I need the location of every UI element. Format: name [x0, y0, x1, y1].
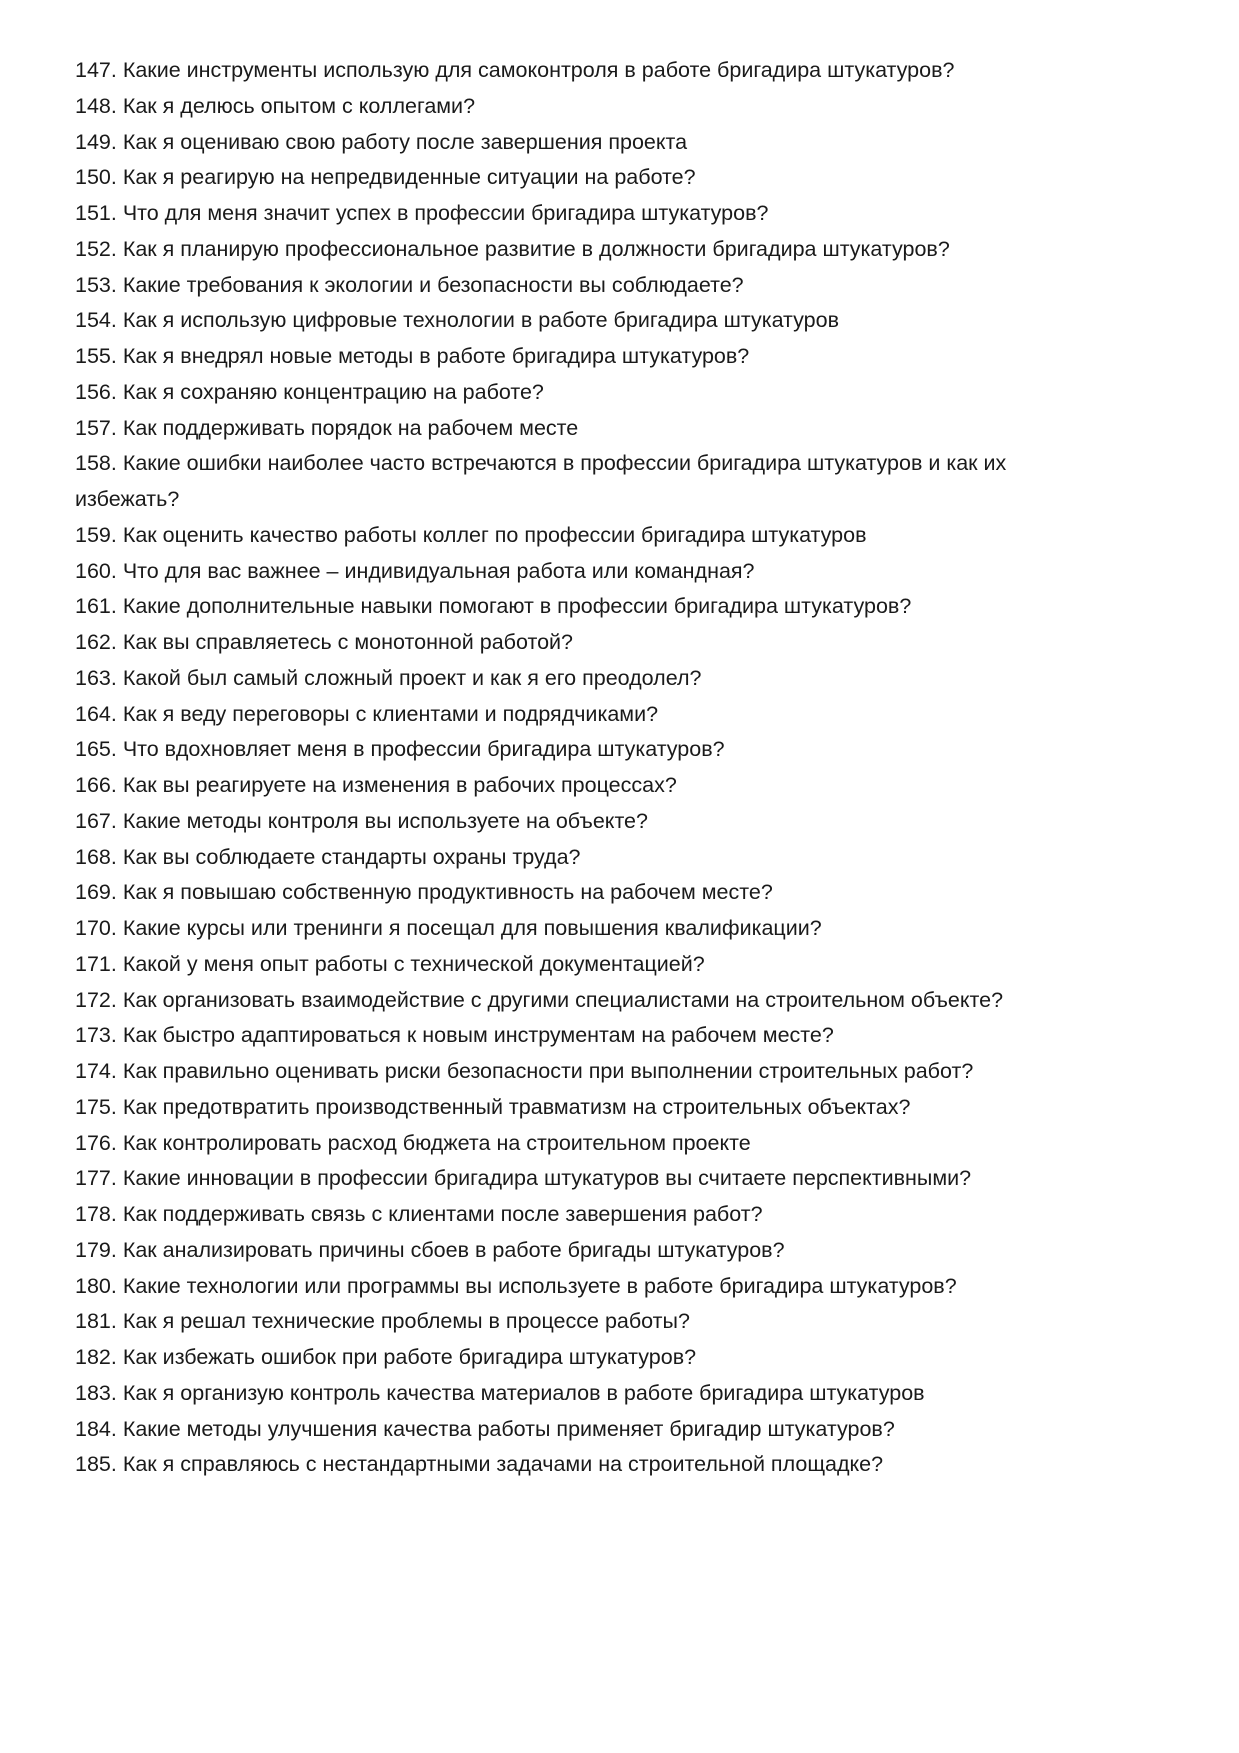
list-item: 149. Как я оцениваю свою работу после завершения проекта — [75, 129, 688, 154]
list-item: 172. Как организовать взаимодействие с другими специалистами на строительном объекте? — [75, 987, 1004, 1012]
list-item: 158. Какие ошибки наиболее часто встречаются в профессии бригадира штукатуров и как их избежать? — [75, 451, 1007, 511]
list-item: 160. Что для вас важнее – индивидуальная работа или командная? — [75, 558, 755, 583]
question-list — [75, 53, 1035, 1483]
list-item: 171. Какой у меня опыт работы с технической документацией? — [75, 951, 705, 976]
list-item: 153. Какие требования к экологии и безопасности вы соблюдаете? — [75, 272, 744, 297]
list-item: 169. Как я повышаю собственную продуктивность на рабочем месте? — [75, 880, 773, 905]
list-item: 162. Как вы справляетесь с монотонной работой? — [75, 630, 573, 654]
list-item: 164. Как я веду переговоры с клиентами и подрядчиками? — [75, 701, 659, 726]
list-item: 179. Как анализировать причины сбоев в работе бригады штукатуров? — [75, 1237, 785, 1262]
list-item: 170. Какие курсы или тренинги я посещал для повышения квалификации? — [75, 916, 822, 940]
list-item: 176. Как контролировать расход бюджета на строительном проекте — [75, 1130, 751, 1155]
list-item: 182. Как избежать ошибок при работе бригадира штукатуров? — [75, 1345, 697, 1369]
list-item: 173. Как быстро адаптироваться к новым инструментам на рабочем месте? — [75, 1023, 834, 1048]
list-item: 180. Какие технологии или программы вы используете в работе бригадира штукатуров? — [75, 1273, 957, 1298]
list-item: 155. Как я внедрял новые методы в работе бригадира штукатуров? — [75, 344, 750, 368]
list-item: 178. Как поддерживать связь с клиентами после завершения работ? — [75, 1202, 763, 1226]
list-item: 174. Как правильно оценивать риски безопасности при выполнении строительных работ? — [75, 1059, 974, 1083]
list-item: 159. Как оценить качество работы коллег по профессии бригадира штукатуров — [75, 522, 867, 547]
list-item: 150. Как я реагирую на непредвиденные ситуации на работе? — [75, 165, 696, 190]
list-item: 151. Что для меня значит успех в профессии бригадира штукатуров? — [75, 201, 769, 225]
list-item: 184. Какие методы улучшения качества работы применяет бригадир штукатуров? — [75, 1416, 895, 1441]
list-item: 154. Как я использую цифровые технологии в работе бригадира штукатуров — [75, 308, 839, 333]
list-item: 161. Какие дополнительные навыки помогают в профессии бригадира штукатуров? — [75, 594, 912, 619]
list-item: 166. Как вы реагируете на изменения в рабочих процессах? — [75, 773, 677, 797]
list-item: 148. Как я делюсь опытом с коллегами? — [75, 93, 476, 118]
list-item: 168. Как вы соблюдаете стандарты охраны труда? — [75, 844, 581, 869]
list-item: 177. Какие инновации в профессии бригадира штукатуров вы считаете перспективными? — [75, 1166, 972, 1191]
list-item: 157. Как поддерживать порядок на рабочем месте — [75, 415, 579, 440]
list-item: 156. Как я сохраняю концентрацию на работе? — [75, 379, 544, 404]
list-item: 185. Как я справляюсь с нестандартными задачами на строительной площадке? — [75, 1452, 884, 1477]
list-item: 183. Как я организую контроль качества материалов в работе бригадира штукатуров — [75, 1380, 925, 1405]
list-item: 147. Какие инструменты использую для самоконтроля в работе бригадира штукатуров? — [75, 58, 955, 82]
list-item: 152. Как я планирую профессиональное развитие в должности бригадира штукатуров? — [75, 236, 950, 261]
list-item: 175. Как предотвратить производственный травматизм на строительных объектах? — [75, 1094, 911, 1119]
list-item: 167. Какие методы контроля вы используете на объекте? — [75, 808, 648, 833]
list-item: 165. Что вдохновляет меня в профессии бригадира штукатуров? — [75, 737, 725, 762]
list-item: 181. Как я решал технические проблемы в процессе работы? — [75, 1309, 690, 1334]
list-item: 163. Какой был самый сложный проект и как я его преодолел? — [75, 665, 702, 690]
